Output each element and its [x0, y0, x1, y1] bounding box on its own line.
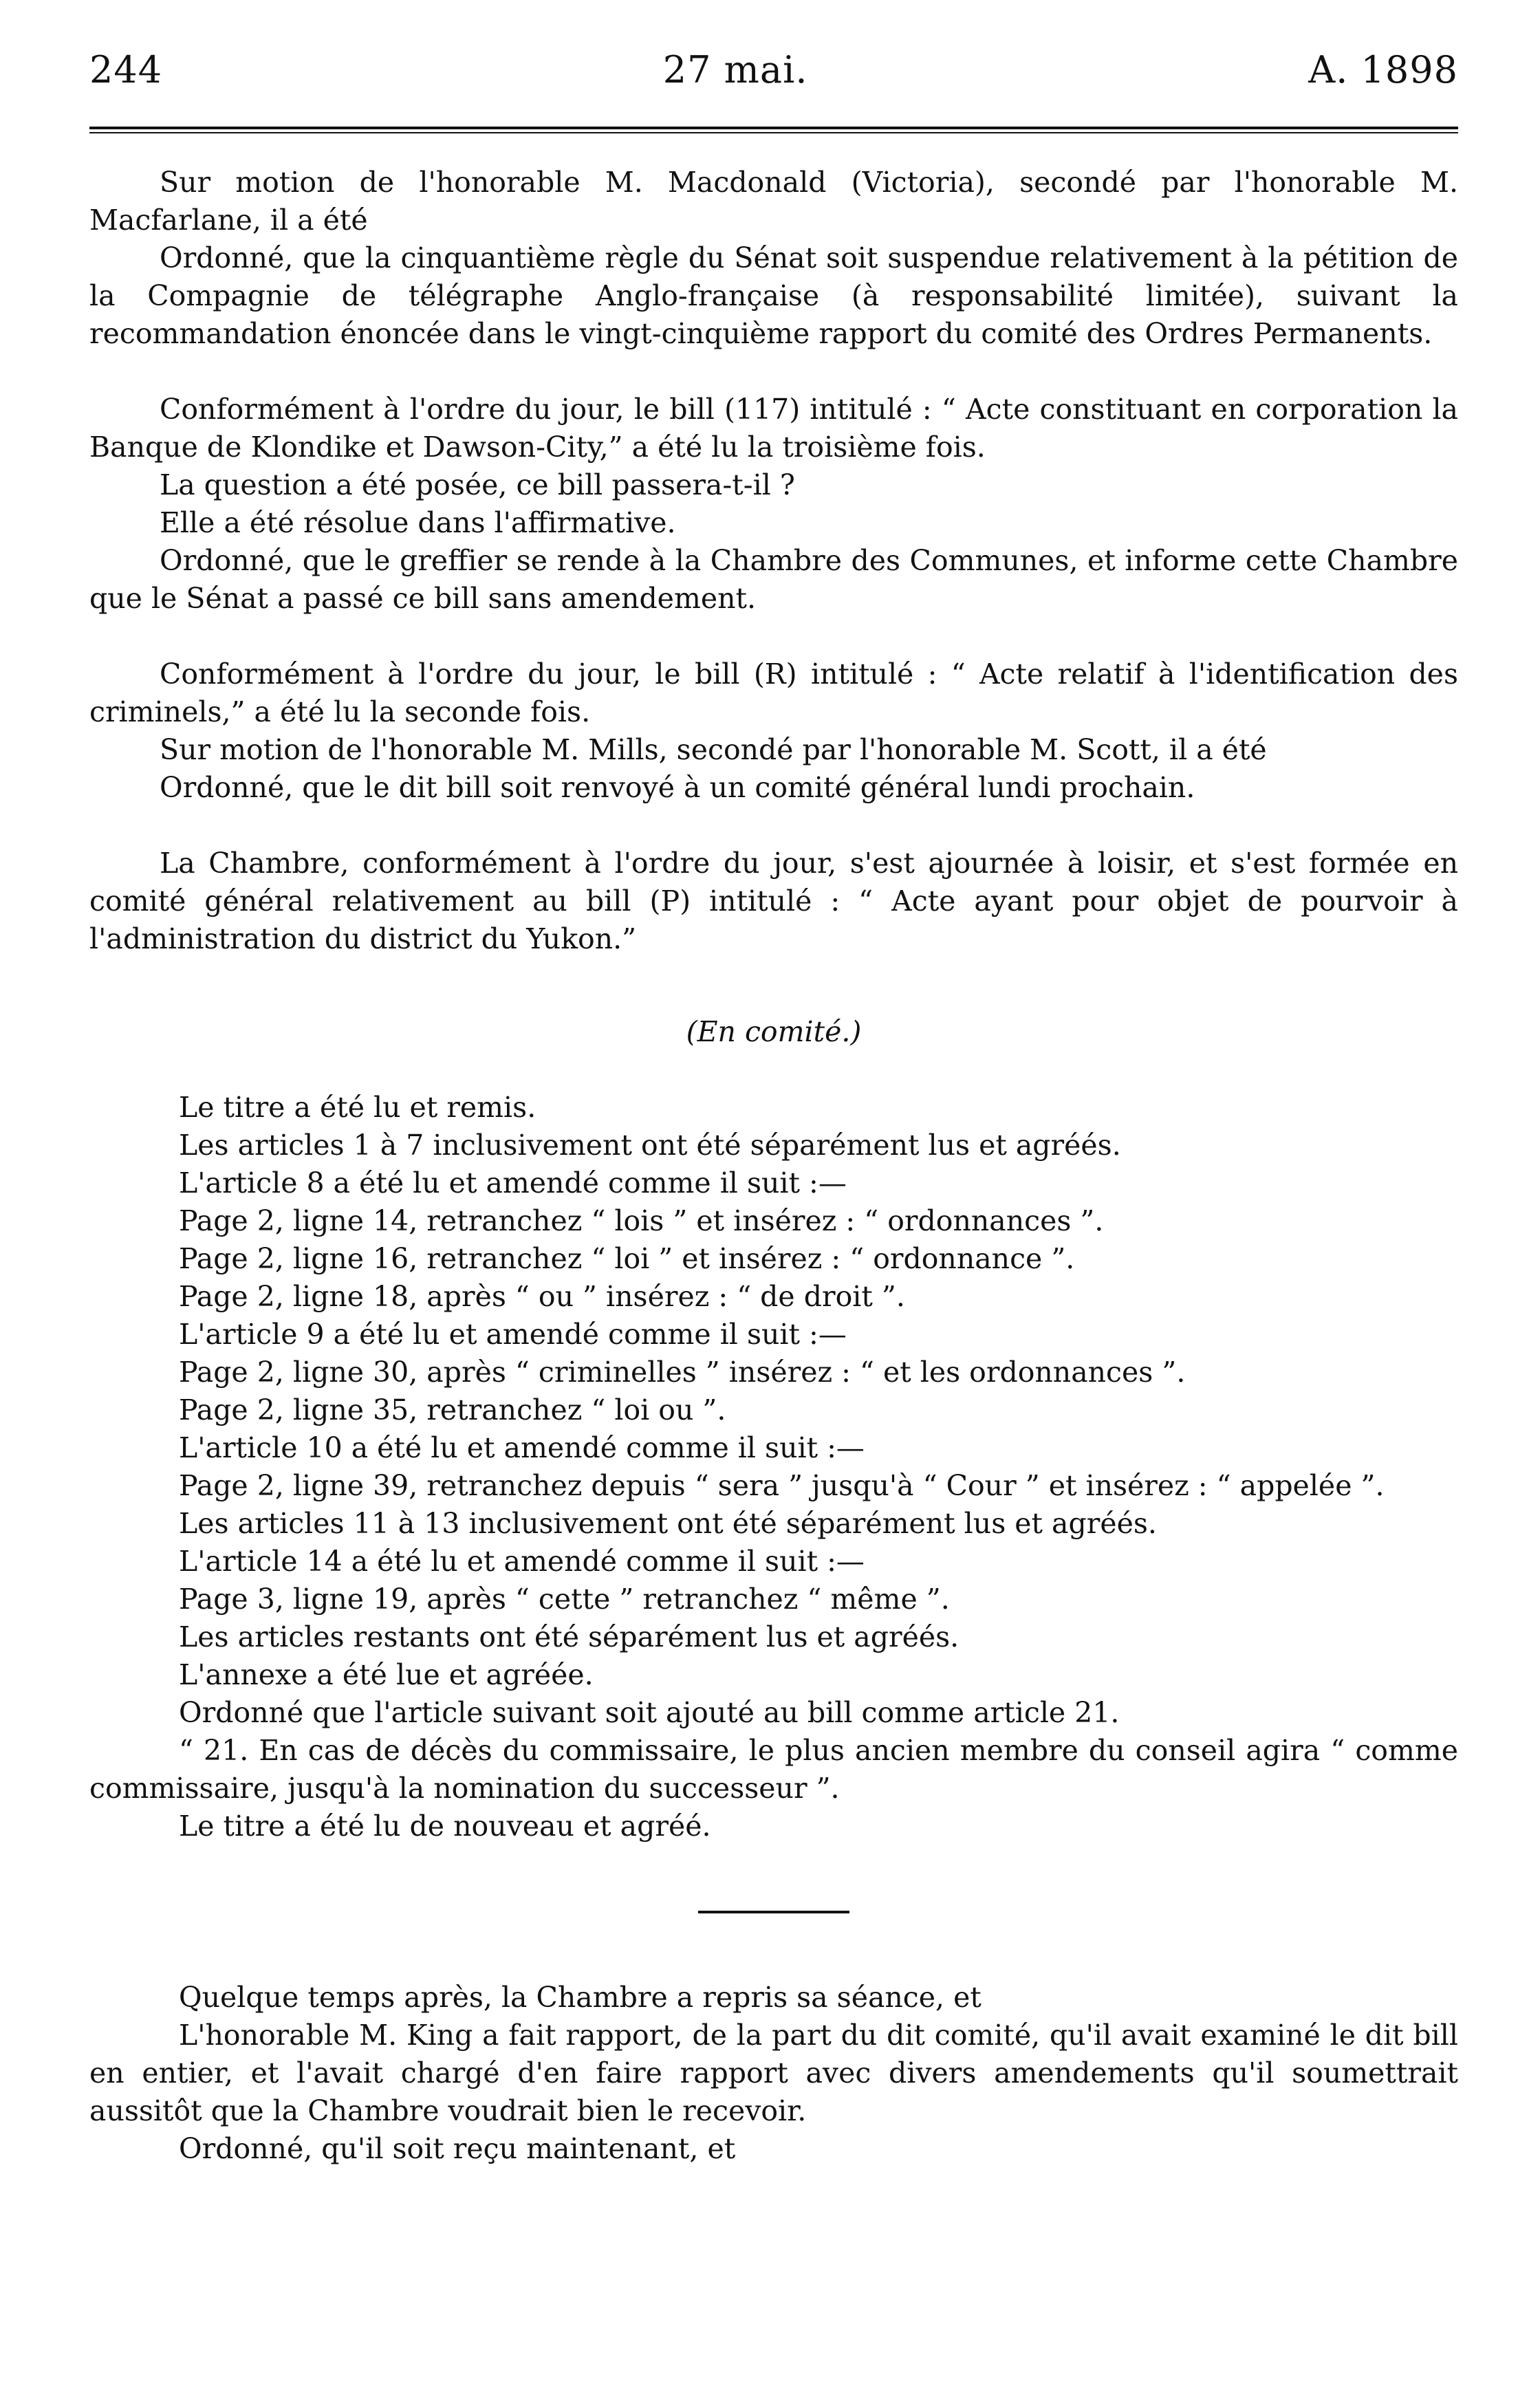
page-number: 244	[89, 48, 163, 91]
section-bill-117	[89, 391, 1458, 618]
page-date: 27 mai.	[662, 48, 808, 91]
paragraph: Ordonné, que la cinquantième règle du Sénat soit suspendue relativement à la pétition de la Compagnie de télégraphe Anglo-française (à responsabilité limitée), suivant la recommandation énoncée dans le vingt-cinquième rapport du comité des Ordres Permanents.	[89, 241, 1458, 350]
paragraph: Conformément à l'ordre du jour, le bill (117) intitulé : “ Acte constituant en corporation la Banque de Klondike et Dawson-City,” a été lu la troisième fois.	[89, 393, 1458, 464]
paragraph: Quelque temps après, la Chambre a repris sa séance, et	[179, 1981, 982, 2014]
committee-line: Les articles 1 à 7 inclusivement ont été séparément lus et agréés.	[179, 1129, 1121, 1162]
section-separator	[698, 1911, 849, 1913]
committee-line: L'annexe a été lue et agréée.	[179, 1658, 594, 1691]
header-rule	[89, 127, 1458, 133]
page-header	[89, 48, 1458, 103]
committee-line: Page 2, ligne 35, retranchez “ loi ou ”.	[179, 1393, 726, 1426]
committee-line: Page 2, ligne 18, après “ ou ” insérez : “ de droit ”.	[179, 1280, 905, 1313]
committee-line: Les articles restants ont été séparément lus et agréés.	[179, 1620, 959, 1653]
committee-line: “ 21. En cas de décès du commissaire, le plus ancien membre du conseil agira “ comme commissaire, jusqu'à la nomination du successeur ”.	[89, 1734, 1458, 1805]
committee-line: L'article 8 a été lu et amendé comme il suit :—	[179, 1166, 847, 1200]
committee-line: Page 2, ligne 16, retranchez “ loi ” et insérez : “ ordonnance ”.	[179, 1242, 1075, 1275]
committee-line: L'article 10 a été lu et amendé comme il suit :—	[179, 1431, 865, 1464]
committee-line: Le titre a été lu de nouveau et agréé.	[179, 1810, 711, 1843]
committee-line: L'article 9 a été lu et amendé comme il suit :—	[179, 1318, 847, 1351]
committee-line: Page 2, ligne 30, après “ criminelles ” insérez : “ et les ordonnances ”.	[179, 1356, 1186, 1389]
paragraph: Ordonné, qu'il soit reçu maintenant, et	[179, 2132, 736, 2165]
paragraph: Sur motion de l'honorable M. Mills, secondé par l'honorable M. Scott, il a été	[160, 733, 1267, 766]
section-bill-r	[89, 655, 1458, 807]
committee-line: Le titre a été lu et remis.	[179, 1091, 536, 1124]
committee-heading: (En comité.)	[686, 1015, 862, 1048]
paragraph: Elle a été résolue dans l'affirmative.	[160, 506, 676, 539]
paragraph: La Chambre, conformément à l'ordre du jour, s'est ajournée à loisir, et s'est formée en comité général relativement au bill (P) intitulé : “ Acte ayant pour objet de pourvoir à l'administration du district du Yukon.”	[89, 847, 1458, 955]
paragraph: Conformément à l'ordre du jour, le bill (R) intitulé : “ Acte relatif à l'identification des criminels,” a été lu la seconde fois.	[89, 658, 1458, 728]
paragraph: L'honorable M. King a fait rapport, de la part du dit comité, qu'il avait examiné le dit bill en entier, et l'avait chargé d'en faire rapport avec divers amendements qu'il soumettrait aussitôt que la Chambre voudrait bien le recevoir.	[89, 2019, 1458, 2127]
paragraph: Sur motion de l'honorable M. Macdonald (Victoria), secondé par l'honorable M. Macfarlane, il a été	[89, 166, 1458, 237]
document-page	[89, 48, 1458, 2168]
committee-line: Page 2, ligne 39, retranchez depuis “ sera ” jusqu'à “ Cour ” et insérez : “ appelée ”.	[179, 1469, 1385, 1502]
page-year: A. 1898	[1308, 48, 1458, 91]
committee-line: Page 3, ligne 19, après “ cette ” retranchez “ même ”.	[179, 1583, 950, 1616]
section-report	[89, 1979, 1458, 2168]
committee-line: Ordonné que l'article suivant soit ajouté au bill comme article 21.	[179, 1696, 1120, 1729]
committee-line: Les articles 11 à 13 inclusivement ont été séparément lus et agréés.	[179, 1507, 1157, 1540]
committee-proceedings	[89, 1089, 1458, 1845]
paragraph: Ordonné, que le dit bill soit renvoyé à un comité général lundi prochain.	[160, 771, 1195, 804]
committee-line: L'article 14 a été lu et amendé comme il suit :—	[179, 1545, 865, 1578]
page-content	[89, 164, 1458, 2168]
section-bill-p	[89, 845, 1458, 958]
paragraph: Ordonné, que le greffier se rende à la Chambre des Communes, et informe cette Chambre que le Sénat a passé ce bill sans amendement.	[89, 544, 1458, 615]
committee-line: Page 2, ligne 14, retranchez “ lois ” et insérez : “ ordonnances ”.	[179, 1204, 1104, 1237]
paragraph: La question a été posée, ce bill passera-t-il ?	[160, 468, 795, 501]
section-motion-macdonald	[89, 164, 1458, 353]
